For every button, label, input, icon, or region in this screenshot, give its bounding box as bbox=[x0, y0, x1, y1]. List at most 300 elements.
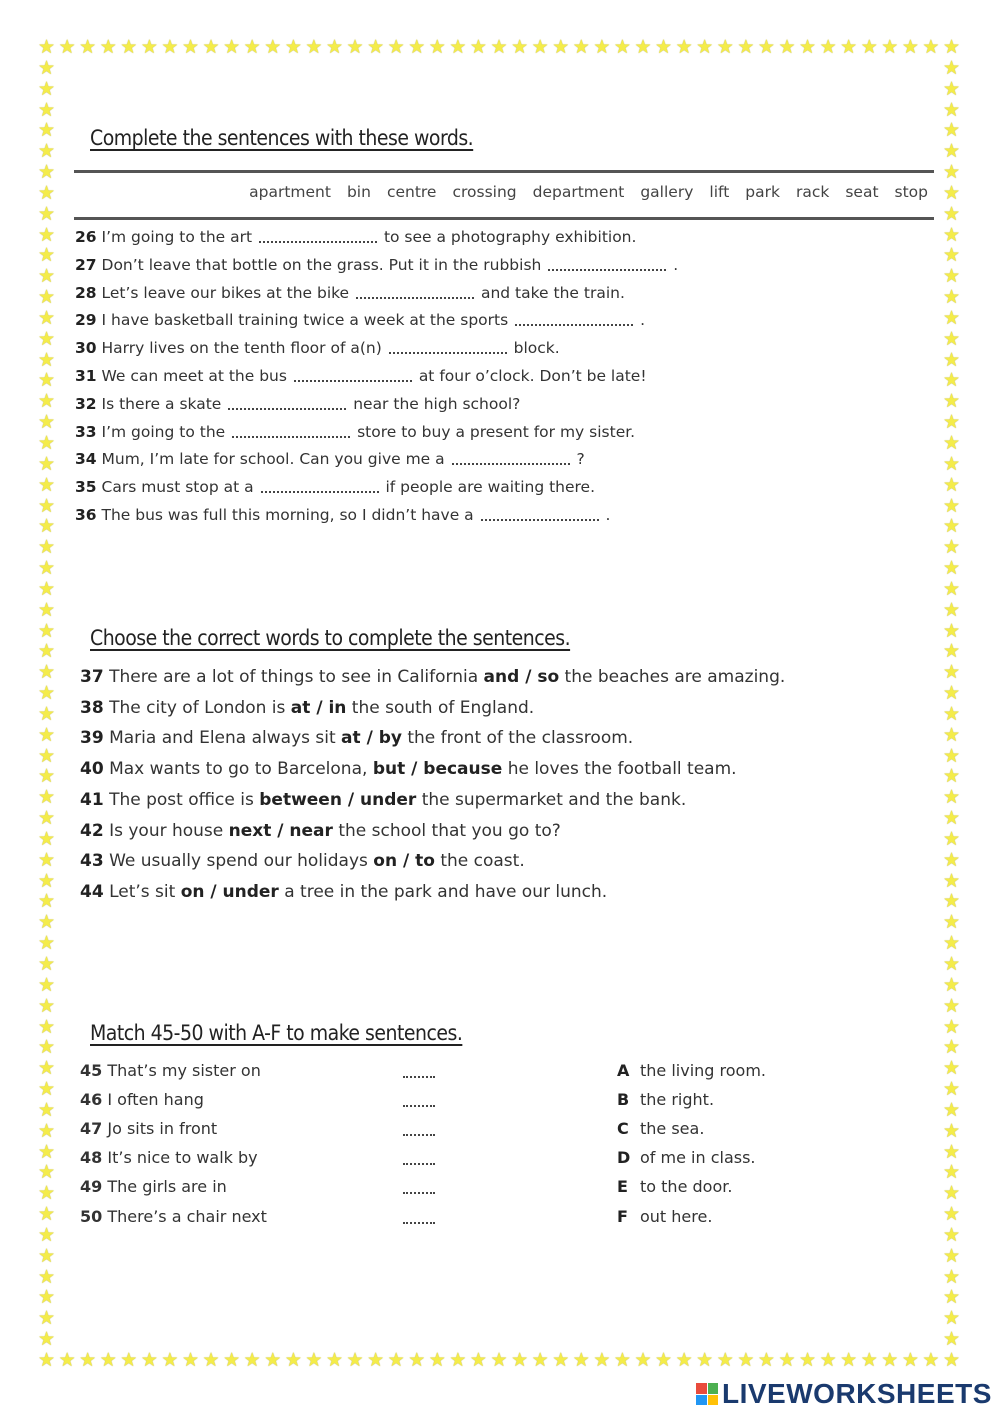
sentence-text: The bus was full this morning, so I didn’t have a bbox=[101, 506, 479, 524]
sentence-row bbox=[80, 821, 561, 841]
sentence-number: 41 bbox=[80, 789, 104, 810]
star-icon: ★ bbox=[387, 1349, 405, 1371]
star-icon: ★ bbox=[943, 1078, 961, 1101]
answer-blank[interactable] bbox=[452, 454, 570, 465]
word-choice[interactable]: on / to bbox=[373, 851, 435, 872]
sentence-text: Max wants to go to Barcelona, bbox=[109, 759, 368, 780]
star-icon: ★ bbox=[38, 515, 56, 538]
star-icon: ★ bbox=[943, 98, 961, 121]
star-icon: ★ bbox=[881, 36, 899, 58]
star-icon: ★ bbox=[120, 1349, 138, 1371]
star-icon: ★ bbox=[634, 1349, 652, 1371]
word-bank-item: gallery bbox=[640, 183, 694, 201]
star-icon: ★ bbox=[655, 36, 673, 58]
star-icon: ★ bbox=[38, 202, 56, 225]
star-icon: ★ bbox=[38, 77, 56, 100]
sentence-text: Let’s leave our bikes at the bike bbox=[101, 283, 355, 302]
star-icon: ★ bbox=[943, 223, 961, 246]
sentence-row bbox=[75, 395, 520, 413]
star-icon: ★ bbox=[778, 36, 796, 58]
sentence-number: 46 bbox=[80, 1090, 103, 1110]
star-icon: ★ bbox=[120, 36, 138, 58]
star-icon: ★ bbox=[387, 36, 405, 58]
star-icon: ★ bbox=[943, 702, 961, 725]
sentence-text: near the high school? bbox=[353, 394, 521, 413]
star-icon: ★ bbox=[778, 1349, 796, 1371]
section3-heading: Match 45-50 with A-F to make sentences. bbox=[90, 1021, 463, 1045]
star-icon: ★ bbox=[243, 1349, 261, 1371]
star-icon: ★ bbox=[38, 661, 56, 684]
star-icon: ★ bbox=[943, 744, 961, 767]
sentence-number: 28 bbox=[75, 283, 97, 302]
sentence-text: Don’t leave that bottle on the grass. Put it in the rubbish bbox=[101, 255, 547, 274]
star-icon: ★ bbox=[737, 36, 755, 58]
answer-blank[interactable] bbox=[403, 1183, 435, 1194]
star-icon: ★ bbox=[367, 1349, 385, 1371]
answer-blank[interactable] bbox=[548, 260, 666, 271]
star-icon: ★ bbox=[860, 1349, 878, 1371]
star-icon: ★ bbox=[716, 36, 734, 58]
match-ending: the living room. bbox=[640, 1061, 767, 1080]
star-icon: ★ bbox=[38, 890, 56, 913]
sentence-number: 40 bbox=[80, 759, 104, 780]
sentence-number: 33 bbox=[75, 422, 97, 441]
star-icon: ★ bbox=[38, 56, 56, 79]
word-choice[interactable]: between / under bbox=[259, 789, 417, 810]
sentence-row bbox=[80, 728, 633, 748]
sentence-text: to see a photography exhibition. bbox=[383, 228, 637, 246]
star-icon: ★ bbox=[696, 36, 714, 58]
star-icon: ★ bbox=[79, 36, 97, 58]
sentence-text: the south of England. bbox=[351, 697, 535, 718]
sentence-number: 38 bbox=[80, 697, 104, 718]
star-icon: ★ bbox=[943, 577, 961, 600]
sentence-text: Is your house bbox=[109, 820, 224, 841]
star-icon: ★ bbox=[38, 181, 56, 204]
sentence-row bbox=[75, 450, 585, 468]
star-icon: ★ bbox=[943, 1223, 961, 1246]
match-letter: C bbox=[617, 1119, 629, 1139]
star-icon: ★ bbox=[943, 77, 961, 100]
star-icon: ★ bbox=[490, 36, 508, 58]
sentence-number: 32 bbox=[75, 394, 97, 413]
star-icon: ★ bbox=[943, 265, 961, 288]
star-icon: ★ bbox=[38, 702, 56, 725]
star-icon: ★ bbox=[819, 36, 837, 58]
word-bank-item: seat bbox=[845, 183, 879, 201]
star-icon: ★ bbox=[305, 36, 323, 58]
star-icon: ★ bbox=[511, 36, 529, 58]
star-icon: ★ bbox=[38, 140, 56, 163]
star-icon: ★ bbox=[264, 36, 282, 58]
star-icon: ★ bbox=[511, 1349, 529, 1371]
section2-heading: Choose the correct words to complete the sentences. bbox=[90, 626, 571, 650]
star-icon: ★ bbox=[716, 1349, 734, 1371]
star-icon: ★ bbox=[840, 36, 858, 58]
star-icon: ★ bbox=[469, 1349, 487, 1371]
star-icon: ★ bbox=[38, 98, 56, 121]
star-icon: ★ bbox=[901, 36, 919, 58]
star-icon: ★ bbox=[38, 1098, 56, 1121]
star-icon: ★ bbox=[943, 1203, 961, 1226]
star-icon: ★ bbox=[346, 36, 364, 58]
star-icon: ★ bbox=[38, 536, 56, 559]
star-icon: ★ bbox=[38, 557, 56, 580]
star-icon: ★ bbox=[943, 390, 961, 413]
star-icon: ★ bbox=[38, 598, 56, 621]
star-icon: ★ bbox=[696, 1349, 714, 1371]
star-icon: ★ bbox=[38, 1328, 56, 1351]
star-icon: ★ bbox=[943, 494, 961, 517]
star-icon: ★ bbox=[943, 56, 961, 79]
sentence-row bbox=[75, 367, 647, 385]
star-icon: ★ bbox=[572, 1349, 590, 1371]
match-letter: D bbox=[617, 1148, 631, 1168]
star-icon: ★ bbox=[38, 411, 56, 434]
sentence-row bbox=[75, 478, 595, 496]
answer-blank[interactable] bbox=[294, 371, 412, 382]
sentence-text: I have basketball training twice a week at the sports bbox=[101, 311, 514, 330]
star-icon: ★ bbox=[140, 36, 158, 58]
match-start bbox=[80, 1207, 267, 1226]
word-bank bbox=[74, 170, 934, 220]
word-bank-item: rack bbox=[795, 183, 830, 201]
star-icon: ★ bbox=[38, 1349, 56, 1371]
star-icon: ★ bbox=[223, 1349, 241, 1371]
star-icon: ★ bbox=[38, 911, 56, 934]
answer-blank[interactable] bbox=[403, 1213, 435, 1224]
star-icon: ★ bbox=[737, 1349, 755, 1371]
star-icon: ★ bbox=[881, 1349, 899, 1371]
star-icon: ★ bbox=[38, 306, 56, 329]
star-icon: ★ bbox=[38, 244, 56, 267]
sentence-text: Cars must stop at a bbox=[101, 478, 259, 497]
sentence-text: The post office is bbox=[109, 789, 254, 810]
answer-blank[interactable] bbox=[261, 482, 379, 493]
star-icon: ★ bbox=[922, 1349, 940, 1371]
star-icon: ★ bbox=[943, 119, 961, 142]
word-choice[interactable]: on / under bbox=[180, 881, 279, 902]
word-bank-item: stop bbox=[894, 183, 928, 201]
star-icon: ★ bbox=[943, 1015, 961, 1038]
sentence-number: 50 bbox=[80, 1206, 103, 1226]
sentence-text: Mum, I’m late for school. Can you give me a bbox=[101, 450, 450, 469]
answer-blank[interactable] bbox=[259, 232, 377, 243]
star-icon: ★ bbox=[346, 1349, 364, 1371]
star-icon: ★ bbox=[943, 890, 961, 913]
star-icon: ★ bbox=[38, 452, 56, 475]
sentence-text: the supermarket and the bank. bbox=[421, 789, 687, 810]
star-icon: ★ bbox=[943, 1036, 961, 1059]
star-icon: ★ bbox=[943, 598, 961, 621]
star-icon: ★ bbox=[38, 36, 56, 58]
star-icon: ★ bbox=[613, 1349, 631, 1371]
star-icon: ★ bbox=[38, 973, 56, 996]
answer-blank[interactable] bbox=[403, 1125, 435, 1136]
sentence-text: . bbox=[640, 311, 645, 330]
star-icon: ★ bbox=[943, 452, 961, 475]
star-icon: ★ bbox=[38, 1119, 56, 1142]
star-icon: ★ bbox=[38, 994, 56, 1017]
star-icon: ★ bbox=[38, 265, 56, 288]
answer-blank[interactable] bbox=[403, 1067, 435, 1078]
sentence-number: 29 bbox=[75, 311, 97, 330]
star-icon: ★ bbox=[38, 1078, 56, 1101]
star-icon: ★ bbox=[943, 1244, 961, 1267]
match-ending: the right. bbox=[640, 1090, 715, 1110]
sentence-text: the coast. bbox=[440, 851, 525, 872]
star-icon: ★ bbox=[38, 786, 56, 809]
star-icon: ★ bbox=[38, 723, 56, 746]
star-icon: ★ bbox=[943, 994, 961, 1017]
star-icon: ★ bbox=[943, 557, 961, 580]
answer-blank[interactable] bbox=[481, 510, 599, 521]
star-icon: ★ bbox=[99, 1349, 117, 1371]
star-icon: ★ bbox=[38, 390, 56, 413]
star-icon: ★ bbox=[38, 869, 56, 892]
sentence-text: The city of London is bbox=[109, 697, 286, 718]
star-icon: ★ bbox=[943, 765, 961, 788]
star-icon: ★ bbox=[264, 1349, 282, 1371]
word-bank-item: crossing bbox=[452, 183, 517, 201]
star-icon: ★ bbox=[943, 682, 961, 705]
star-icon: ★ bbox=[38, 286, 56, 309]
star-icon: ★ bbox=[38, 1036, 56, 1059]
star-icon: ★ bbox=[655, 1349, 673, 1371]
sentence-text: and take the train. bbox=[480, 283, 625, 302]
answer-blank[interactable] bbox=[389, 343, 507, 354]
star-icon: ★ bbox=[943, 1161, 961, 1184]
match-start bbox=[80, 1090, 204, 1109]
sentence-number: 31 bbox=[75, 367, 97, 385]
sentence-text: There’s a chair next bbox=[107, 1206, 267, 1226]
star-icon: ★ bbox=[449, 36, 467, 58]
star-icon: ★ bbox=[943, 1307, 961, 1330]
sentence-text: Maria and Elena always sit bbox=[109, 728, 336, 749]
word-bank-item: bin bbox=[346, 183, 371, 201]
sentence-row bbox=[75, 311, 645, 329]
sentence-row bbox=[80, 882, 607, 902]
star-icon: ★ bbox=[325, 36, 343, 58]
star-icon: ★ bbox=[675, 1349, 693, 1371]
word-choice[interactable]: at / in bbox=[290, 697, 347, 718]
star-icon: ★ bbox=[38, 327, 56, 350]
logo-square bbox=[708, 1395, 719, 1406]
sentence-text: Jo sits in front bbox=[107, 1119, 218, 1139]
sentence-row bbox=[75, 339, 560, 357]
star-icon: ★ bbox=[943, 36, 961, 58]
sentence-number: 34 bbox=[75, 450, 97, 469]
star-icon: ★ bbox=[943, 1057, 961, 1080]
star-icon: ★ bbox=[38, 953, 56, 976]
star-icon: ★ bbox=[593, 36, 611, 58]
star-icon: ★ bbox=[943, 1286, 961, 1309]
star-icon: ★ bbox=[943, 848, 961, 871]
star-icon: ★ bbox=[943, 286, 961, 309]
sentence-text: he loves the football team. bbox=[507, 759, 737, 780]
star-icon: ★ bbox=[99, 36, 117, 58]
sentence-text: ? bbox=[576, 450, 585, 469]
star-icon: ★ bbox=[840, 1349, 858, 1371]
star-icon: ★ bbox=[428, 36, 446, 58]
star-icon: ★ bbox=[799, 36, 817, 58]
star-icon: ★ bbox=[943, 1098, 961, 1121]
sentence-row bbox=[80, 759, 737, 779]
sentence-text: We can meet at the bus bbox=[101, 367, 292, 385]
star-icon: ★ bbox=[943, 181, 961, 204]
star-icon: ★ bbox=[38, 1307, 56, 1330]
star-icon: ★ bbox=[181, 36, 200, 58]
match-letter: E bbox=[617, 1177, 628, 1197]
answer-blank[interactable] bbox=[403, 1154, 435, 1165]
star-icon: ★ bbox=[140, 1349, 158, 1371]
word-choice[interactable]: at / by bbox=[341, 728, 402, 749]
star-icon: ★ bbox=[943, 515, 961, 538]
answer-blank[interactable] bbox=[232, 427, 350, 438]
word-bank-item: apartment bbox=[249, 183, 331, 201]
sentence-text: It’s nice to walk by bbox=[107, 1148, 258, 1168]
sentence-row bbox=[80, 851, 525, 871]
word-bank-item: department bbox=[532, 183, 625, 201]
star-icon: ★ bbox=[38, 473, 56, 496]
star-icon: ★ bbox=[943, 640, 961, 663]
liveworksheets-logo bbox=[696, 1378, 992, 1410]
star-icon: ★ bbox=[38, 1182, 56, 1205]
star-icon: ★ bbox=[757, 1349, 775, 1371]
word-choice[interactable]: and / so bbox=[483, 667, 560, 687]
star-icon: ★ bbox=[860, 36, 878, 58]
star-icon: ★ bbox=[943, 473, 961, 496]
star-icon: ★ bbox=[531, 36, 549, 58]
star-icon: ★ bbox=[38, 1244, 56, 1267]
sentence-number: 37 bbox=[80, 667, 104, 687]
star-icon: ★ bbox=[572, 36, 590, 58]
sentence-row bbox=[75, 228, 636, 246]
sentence-text: Harry lives on the tenth floor of a(n) bbox=[101, 339, 387, 358]
answer-blank[interactable] bbox=[356, 288, 474, 299]
logo-square bbox=[696, 1383, 707, 1394]
answer-blank[interactable] bbox=[403, 1096, 435, 1107]
star-icon: ★ bbox=[284, 1349, 302, 1371]
star-icon: ★ bbox=[943, 1265, 961, 1288]
sentence-text: store to buy a present for my sister. bbox=[357, 422, 636, 441]
star-icon: ★ bbox=[943, 161, 961, 184]
star-icon: ★ bbox=[38, 682, 56, 705]
logo-icon bbox=[696, 1383, 718, 1405]
sentence-text: a tree in the park and have our lunch. bbox=[284, 881, 608, 902]
star-icon: ★ bbox=[38, 348, 56, 371]
star-icon: ★ bbox=[552, 36, 570, 58]
star-icon: ★ bbox=[38, 1203, 56, 1226]
star-icon: ★ bbox=[38, 1223, 56, 1246]
star-icon: ★ bbox=[408, 1349, 426, 1371]
sentence-text: We usually spend our holidays bbox=[109, 851, 368, 872]
star-icon: ★ bbox=[943, 786, 961, 809]
star-icon: ★ bbox=[819, 1349, 837, 1371]
star-icon: ★ bbox=[202, 1349, 220, 1371]
star-icon: ★ bbox=[943, 1182, 961, 1205]
answer-blank[interactable] bbox=[515, 315, 633, 326]
star-icon: ★ bbox=[943, 619, 961, 642]
sentence-row bbox=[75, 284, 625, 302]
star-icon: ★ bbox=[613, 36, 631, 58]
sentence-row bbox=[80, 790, 686, 810]
star-icon: ★ bbox=[922, 36, 940, 58]
star-icon: ★ bbox=[38, 807, 56, 830]
star-icon: ★ bbox=[428, 1349, 446, 1371]
star-icon: ★ bbox=[943, 431, 961, 454]
sentence-number: 47 bbox=[80, 1119, 103, 1139]
match-letter: A bbox=[617, 1061, 630, 1080]
star-icon: ★ bbox=[943, 1349, 961, 1371]
sentence-text: if people are waiting there. bbox=[385, 478, 596, 497]
star-icon: ★ bbox=[799, 1349, 817, 1371]
sentence-row bbox=[75, 506, 610, 524]
star-icon: ★ bbox=[38, 1161, 56, 1184]
star-icon: ★ bbox=[449, 1349, 467, 1371]
star-icon: ★ bbox=[943, 536, 961, 559]
star-icon: ★ bbox=[943, 911, 961, 934]
star-icon: ★ bbox=[181, 1349, 200, 1371]
star-icon: ★ bbox=[943, 348, 961, 371]
star-icon: ★ bbox=[469, 36, 487, 58]
word-choice[interactable]: but / because bbox=[372, 759, 503, 780]
star-icon: ★ bbox=[943, 1119, 961, 1142]
match-ending: to the door. bbox=[640, 1177, 733, 1197]
sentence-number: 36 bbox=[75, 506, 97, 524]
star-icon: ★ bbox=[943, 369, 961, 392]
logo-text: LIVEWORKSHEETS bbox=[722, 1378, 992, 1409]
sentence-number: 44 bbox=[80, 881, 104, 902]
star-icon: ★ bbox=[943, 327, 961, 350]
star-icon: ★ bbox=[38, 744, 56, 767]
star-icon: ★ bbox=[634, 36, 652, 58]
sentence-text: I’m going to the bbox=[101, 422, 231, 441]
star-icon: ★ bbox=[943, 932, 961, 955]
star-icon: ★ bbox=[943, 827, 961, 850]
sentence-text: I’m going to the art bbox=[101, 228, 257, 246]
word-bank-item: centre bbox=[386, 183, 437, 201]
sentence-number: 48 bbox=[80, 1148, 103, 1168]
star-icon: ★ bbox=[243, 36, 261, 58]
star-icon: ★ bbox=[943, 1140, 961, 1163]
sentence-row bbox=[75, 256, 678, 274]
sentence-number: 39 bbox=[80, 728, 104, 749]
sentence-number: 49 bbox=[80, 1177, 103, 1197]
star-icon: ★ bbox=[943, 202, 961, 225]
sentence-row bbox=[80, 667, 785, 687]
section1-heading: Complete the sentences with these words. bbox=[90, 126, 474, 150]
sentence-number: 30 bbox=[75, 339, 97, 358]
star-icon: ★ bbox=[38, 765, 56, 788]
star-icon: ★ bbox=[943, 306, 961, 329]
sentence-text: the school that you go to? bbox=[338, 820, 561, 841]
star-icon: ★ bbox=[38, 577, 56, 600]
match-start bbox=[80, 1061, 261, 1080]
sentence-number: 45 bbox=[80, 1061, 103, 1080]
star-icon: ★ bbox=[38, 827, 56, 850]
star-icon: ★ bbox=[943, 807, 961, 830]
sentence-number: 26 bbox=[75, 228, 97, 246]
star-icon: ★ bbox=[38, 494, 56, 517]
answer-blank[interactable] bbox=[228, 399, 346, 410]
word-choice[interactable]: next / near bbox=[228, 820, 333, 841]
match-start bbox=[80, 1148, 258, 1167]
match-letter: B bbox=[617, 1090, 630, 1110]
star-icon: ★ bbox=[79, 1349, 97, 1371]
match-ending: of me in class. bbox=[640, 1148, 756, 1168]
star-icon: ★ bbox=[38, 431, 56, 454]
